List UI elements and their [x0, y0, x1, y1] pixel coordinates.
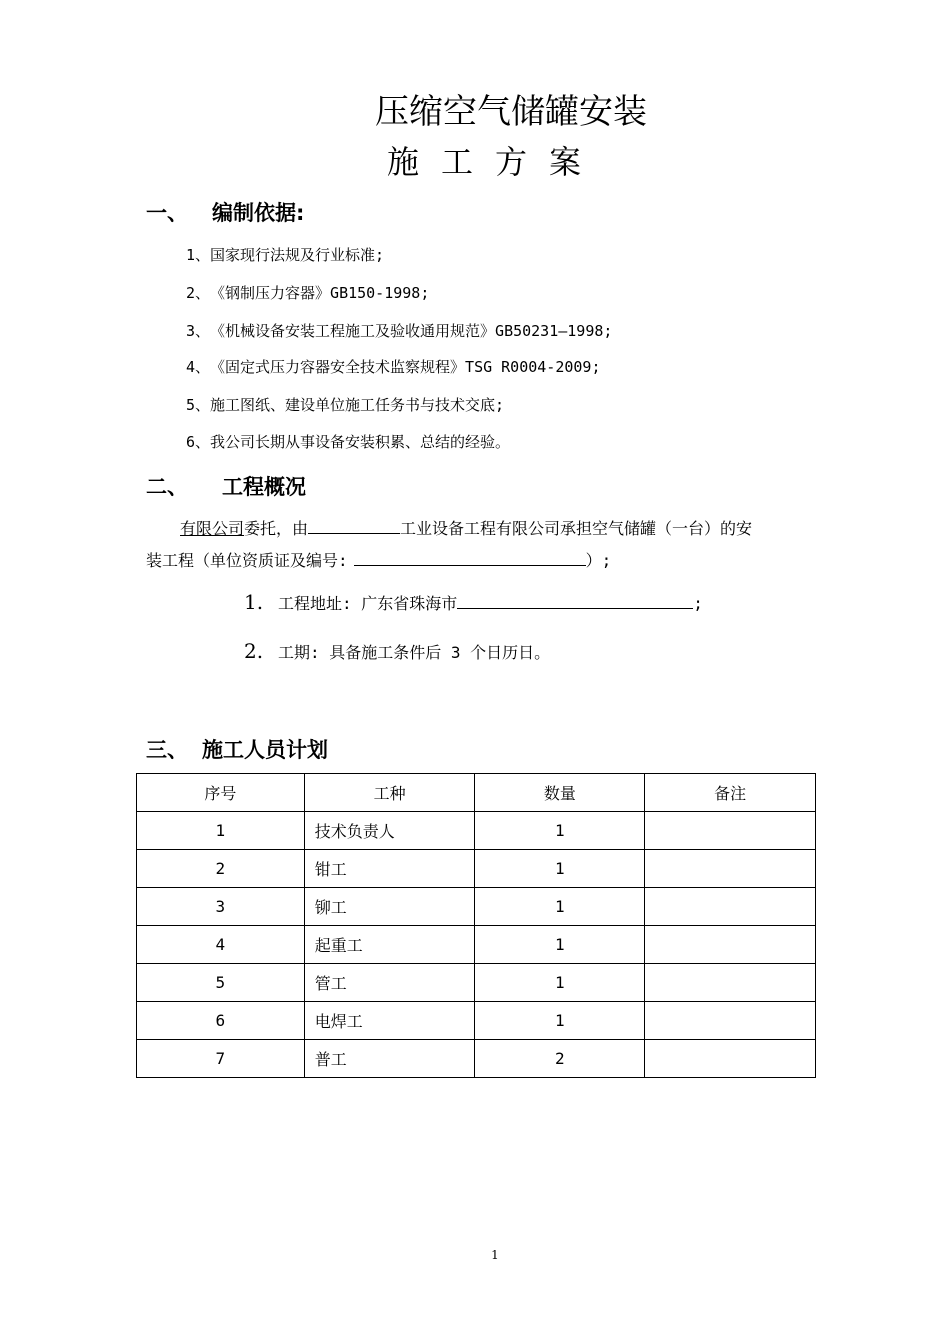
header-cell: 序号 [137, 774, 305, 812]
overview-text: ）; [585, 551, 612, 570]
site-address-number: 1. [244, 590, 264, 614]
cell-trade: 铆工 [304, 888, 475, 926]
cell-trade: 钳工 [304, 850, 475, 888]
document-title-line1: 压缩空气储罐安装 [375, 92, 647, 132]
header-cell: 工种 [304, 774, 475, 812]
document-title-line2: 施工方案 [386, 143, 603, 181]
staff-plan-table [136, 773, 816, 1078]
basis-item-number: 3、 [186, 322, 211, 340]
basis-item-text: 《固定式压力容器安全技术监察规程》TSG R0004-2009; [210, 358, 601, 376]
overview-text: 装工程（单位资质证及编号: [146, 551, 348, 570]
table-row [137, 888, 816, 926]
overview-text: 委托，由 [244, 519, 309, 538]
basis-item-number: 2、 [186, 284, 211, 302]
header-cell: 备注 [645, 774, 816, 812]
contractor-blank [308, 517, 400, 534]
basis-item-number: 1、 [186, 246, 211, 264]
cell-quantity: 2 [475, 1040, 645, 1078]
cell-trade: 普工 [304, 1040, 475, 1078]
period-number: 2. [244, 639, 264, 663]
basis-item-text: 施工图纸、建设单位施工任务书与技术交底; [210, 396, 505, 414]
cell-quantity: 1 [475, 888, 645, 926]
cell-remark [645, 888, 816, 926]
site-address-label: 工程地址: 广东省珠海市 [278, 594, 458, 613]
overview-paragraph-line2 [146, 548, 611, 574]
section1-number: 一、 [146, 201, 188, 225]
table-row [137, 926, 816, 964]
cell-quantity: 1 [475, 964, 645, 1002]
basis-item [186, 394, 504, 416]
period-text: 工期: 具备施工条件后 3 个日历日。 [278, 643, 551, 662]
section1-title: 编制依据: [212, 201, 305, 225]
cell-quantity: 1 [475, 1002, 645, 1040]
site-address-line [244, 589, 703, 617]
cell-index: 5 [137, 964, 305, 1002]
section2-title: 工程概况 [222, 475, 306, 499]
cell-remark [645, 926, 816, 964]
table-row [137, 1040, 816, 1078]
cell-quantity: 1 [475, 926, 645, 964]
cell-quantity: 1 [475, 812, 645, 850]
cell-index: 1 [137, 812, 305, 850]
cell-remark [645, 964, 816, 1002]
basis-item [186, 244, 384, 266]
basis-item-number: 4、 [186, 358, 211, 376]
basis-item-text: 国家现行法规及行业标准; [210, 246, 385, 264]
cell-trade: 起重工 [304, 926, 475, 964]
period-line [244, 638, 550, 666]
cell-index: 4 [137, 926, 305, 964]
basis-item [186, 431, 510, 453]
section2-heading [146, 473, 306, 501]
basis-item-text: 《机械设备安装工程施工及验收通用规范》GB50231—1998; [210, 322, 613, 340]
table-row [137, 964, 816, 1002]
header-cell: 数量 [475, 774, 645, 812]
qualification-blank [354, 549, 586, 566]
basis-item [186, 356, 601, 378]
site-address-end: ; [693, 594, 703, 613]
basis-item-number: 6、 [186, 433, 211, 451]
overview-text: 工业设备工程有限公司承担空气储罐（一台）的安 [400, 519, 753, 538]
cell-index: 6 [137, 1002, 305, 1040]
cell-remark [645, 1002, 816, 1040]
basis-item-text: 我公司长期从事设备安装积累、总结的经验。 [210, 433, 511, 451]
basis-item-number: 5、 [186, 396, 211, 414]
cell-trade: 电焊工 [304, 1002, 475, 1040]
cell-remark [645, 850, 816, 888]
cell-index: 3 [137, 888, 305, 926]
cell-index: 7 [137, 1040, 305, 1078]
client-company: 有限公司 [180, 519, 245, 538]
cell-index: 2 [137, 850, 305, 888]
site-address-blank [457, 592, 693, 609]
section3-number: 三、 [146, 738, 188, 762]
cell-remark [645, 812, 816, 850]
section2-number: 二、 [146, 475, 188, 499]
basis-item [186, 320, 612, 342]
basis-item [186, 282, 429, 304]
cell-remark [645, 1040, 816, 1078]
section1-heading [146, 199, 304, 227]
cell-quantity: 1 [475, 850, 645, 888]
cell-trade: 技术负责人 [304, 812, 475, 850]
page-number: 1 [491, 1248, 499, 1262]
section3-heading [146, 736, 328, 764]
table-header-row [137, 774, 816, 812]
table-row [137, 812, 816, 850]
overview-paragraph-line1 [180, 516, 752, 542]
cell-trade: 管工 [304, 964, 475, 1002]
table-row [137, 1002, 816, 1040]
table-row [137, 850, 816, 888]
basis-item-text: 《钢制压力容器》GB150-1998; [210, 284, 430, 302]
section3-title: 施工人员计划 [202, 738, 328, 762]
